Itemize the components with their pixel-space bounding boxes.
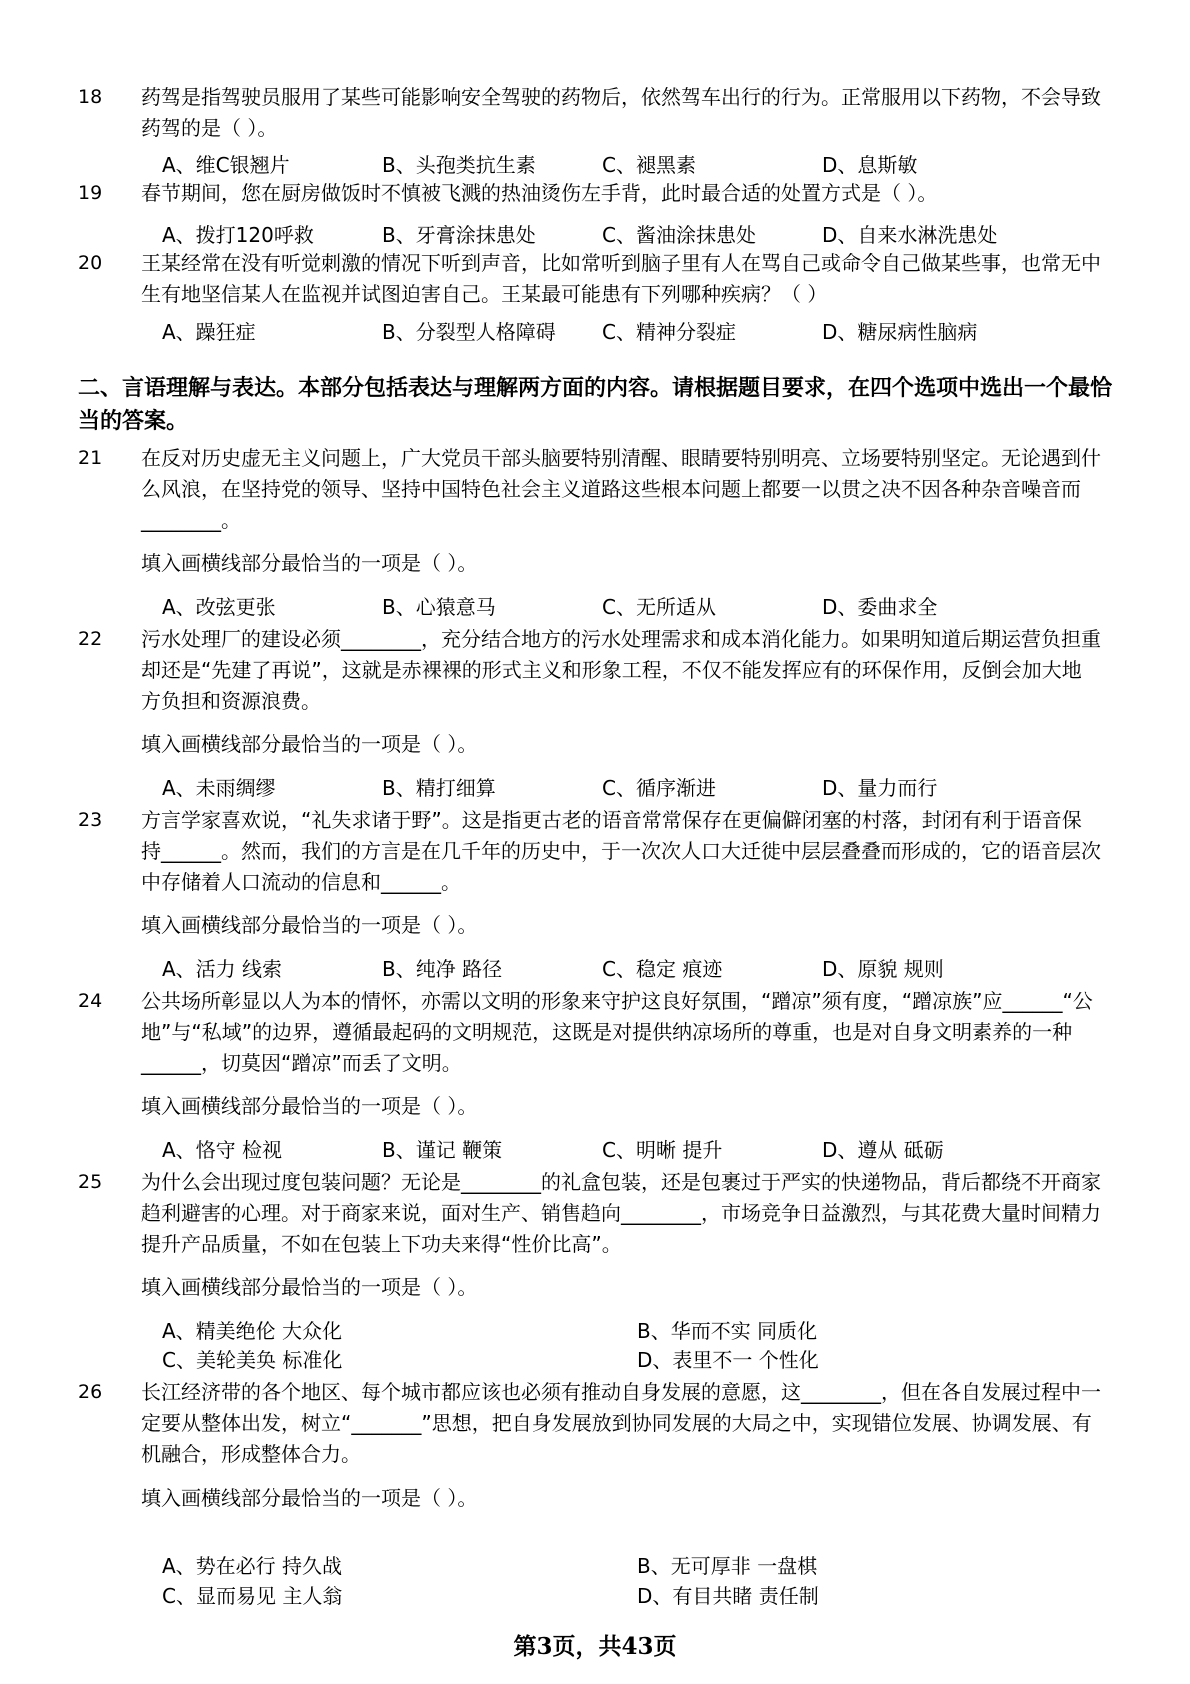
option-c: C、无所适从 <box>602 595 716 619</box>
option-d: D、糖尿病性脑病 <box>822 320 978 344</box>
question-number: 20 <box>78 252 103 274</box>
option-c: C、稳定 痕迹 <box>602 957 723 981</box>
option-b: B、无可厚非 一盘棋 <box>637 1554 818 1578</box>
option-d: D、遵从 砥砺 <box>822 1138 944 1162</box>
option-c: C、循序渐进 <box>602 776 716 800</box>
question-stem: 药驾是指驾驶员服用了某些可能影响安全驾驶的药物后，依然驾车出行的行为。正常服用以下药物，不会导致药驾的是（ ）。 <box>141 85 1101 140</box>
option-b: B、分裂型人格障碍 <box>382 320 556 344</box>
question-number: 23 <box>78 809 103 831</box>
option-c: C、褪黑素 <box>602 153 696 177</box>
option-c: C、酱油涂抹患处 <box>602 223 756 247</box>
option-d: D、原貌 规则 <box>822 957 944 981</box>
question-number: 21 <box>78 447 103 469</box>
question-stem: 王某经常在没有听觉刺激的情况下听到声音，比如常听到脑子里有人在骂自己或命令自己做某些事，也常无中生有地坚信某人在监视并试图迫害自己。王某最可能患有下列哪种疾病？（ ） <box>141 251 1101 306</box>
question-stem: 长江经济带的各个地区、每个城市都应该也必须有推动自身发展的意愿，这________，但在各自发展过程中一定要从整体出发，树立“_______”思想，把自身发展放到协同发展的大局之中，实现错位发展、协调发展、有机融合，形成整体合力。 <box>141 1380 1101 1466</box>
option-d: D、表里不一 个性化 <box>637 1348 819 1372</box>
option-a: A、改弦更张 <box>162 595 276 619</box>
option-d: D、有目共睹 责任制 <box>637 1584 819 1608</box>
option-a: A、活力 线索 <box>162 957 283 981</box>
option-d: D、委曲求全 <box>822 595 938 619</box>
option-a: A、躁狂症 <box>162 320 256 344</box>
question-prompt: 填入画横线部分最恰当的一项是（ ）。 <box>141 1094 478 1118</box>
option-a: A、势在必行 持久战 <box>162 1554 343 1578</box>
option-b: B、精打细算 <box>382 776 496 800</box>
question-prompt: 填入画横线部分最恰当的一项是（ ）。 <box>141 732 478 756</box>
question-number: 25 <box>78 1171 103 1193</box>
question-number: 22 <box>78 628 103 650</box>
option-b: B、华而不实 同质化 <box>637 1319 818 1343</box>
question-stem: 方言学家喜欢说，“礼失求诸于野”。这是指更古老的语音常常保存在更偏僻闭塞的村落，封闭有利于语音保持______。然而，我们的方言是在几千年的历史中，于一次次人口大迁徙中层层叠叠而形成的，它的语音层次中存储着人口流动的信息和______。 <box>141 808 1101 894</box>
question-stem: 春节期间，您在厨房做饭时不慎被飞溅的热油烫伤左手背，此时最合适的处置方式是（ ）。 <box>141 181 938 205</box>
option-d: D、量力而行 <box>822 776 938 800</box>
question-stem: 公共场所彰显以人为本的情怀，亦需以文明的形象来守护这良好氛围，“蹭凉”须有度，“蹭凉族”应______“公地”与“私域”的边界，遵循最起码的文明规范，这既是对提供纳凉场所的尊重，也是对自身文明素养的一种______，切莫因“蹭凉”而丢了文明。 <box>141 989 1093 1075</box>
page-footer: 第3页，共43页 <box>513 1633 677 1660</box>
option-c: C、明晰 提升 <box>602 1138 723 1162</box>
option-b: B、头孢类抗生素 <box>382 153 536 177</box>
question-number: 24 <box>78 990 103 1012</box>
question-prompt: 填入画横线部分最恰当的一项是（ ）。 <box>141 1275 478 1299</box>
option-b: B、纯净 路径 <box>382 957 503 981</box>
option-c: C、精神分裂症 <box>602 320 736 344</box>
question-prompt: 填入画横线部分最恰当的一项是（ ）。 <box>141 1486 478 1510</box>
option-d: D、自来水淋洗患处 <box>822 223 998 247</box>
option-b: B、谨记 鞭策 <box>382 1138 503 1162</box>
option-a: A、拨打120呼救 <box>162 223 314 247</box>
option-a: A、未雨绸缪 <box>162 776 276 800</box>
option-b: B、心猿意马 <box>382 595 496 619</box>
option-c: C、显而易见 主人翁 <box>162 1584 343 1608</box>
question-prompt: 填入画横线部分最恰当的一项是（ ）。 <box>141 551 478 575</box>
question-stem: 在反对历史虚无主义问题上，广大党员干部头脑要特别清醒、眼睛要特别明亮、立场要特别坚定。无论遇到什么风浪，在坚持党的领导、坚持中国特色社会主义道路这些根本问题上都要一以贯之决不因各种杂音噪音而________。 <box>141 446 1101 532</box>
option-c: C、美轮美奂 标准化 <box>162 1348 343 1372</box>
question-number: 26 <box>78 1381 103 1403</box>
option-b: B、牙膏涂抹患处 <box>382 223 536 247</box>
question-stem: 为什么会出现过度包装问题？无论是________的礼盒包装，还是包裹过于严实的快递物品，背后都绕不开商家趋利避害的心理。对于商家来说，面对生产、销售趋向________，市场竞争日益激烈，与其花费大量时间精力提升产品质量，不如在包装上下功夫来得“性价比高”。 <box>141 1170 1101 1256</box>
section-heading: 二、言语理解与表达。本部分包括表达与理解两方面的内容。请根据题目要求，在四个选项中选出一个最恰当的答案。 <box>78 376 1113 434</box>
option-a: A、恪守 检视 <box>162 1138 283 1162</box>
question-stem: 污水处理厂的建设必须________，充分结合地方的污水处理需求和成本消化能力。如果明知道后期运营负担重却还是“先建了再说”，这就是赤裸裸的形式主义和形象工程，不仅不能发挥应有的环保作用，反倒会加大地方负担和资源浪费。 <box>141 627 1101 713</box>
option-a: A、维C银翘片 <box>162 153 290 177</box>
question-number: 18 <box>78 86 103 108</box>
option-d: D、息斯敏 <box>822 153 918 177</box>
option-a: A、精美绝伦 大众化 <box>162 1319 343 1343</box>
question-number: 19 <box>78 182 103 204</box>
question-prompt: 填入画横线部分最恰当的一项是（ ）。 <box>141 913 478 937</box>
